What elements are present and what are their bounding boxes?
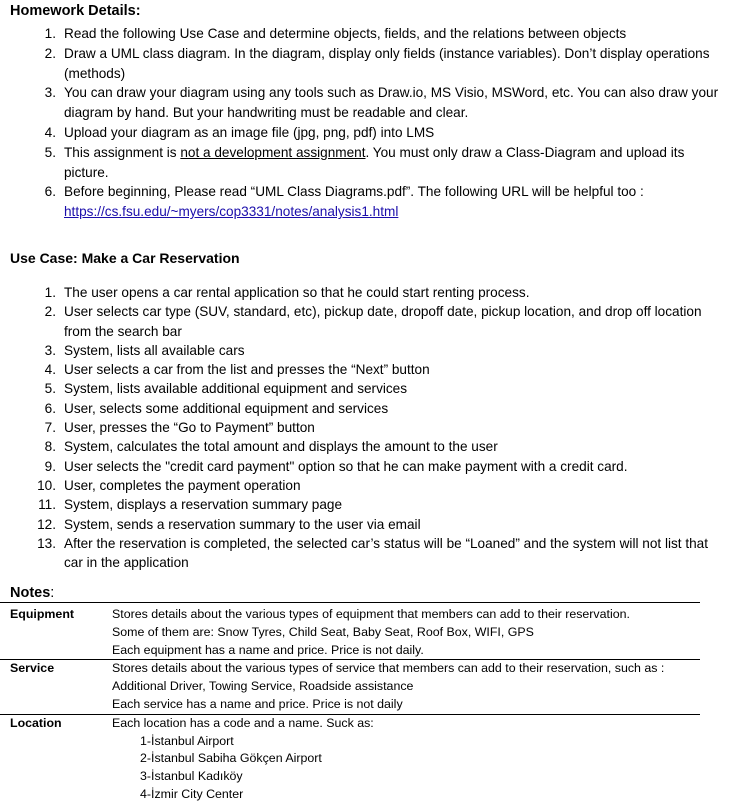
list-item: 10. User, completes the payment operation <box>37 477 301 493</box>
list-item: 3. You can draw your diagram using any tools such as Draw.io, MS Visio, MSWord, etc. You can also draw your diagram by hand. But your handwriting must be readable and clear. <box>44 85 719 121</box>
list-item: 1. Read the following Use Case and determine objects, fields, and the relations between objects <box>44 26 627 41</box>
list-item: 5. System, lists available additional equipment and services <box>44 381 408 397</box>
location-item: 2-İstanbul Sabiha Gökçen Airport <box>140 751 322 766</box>
list-item: 4. Upload your diagram as an image file (jpg, png, pdf) into LMS <box>44 124 435 140</box>
list-item: 11. System, displays a reservation summary page <box>38 497 343 513</box>
list-item: 4. User selects a car from the list and presses the “Next” button <box>44 362 430 378</box>
notes-value-location: Each location has a code and a name. Suck as: 1-İstanbul Airport 2-İstanbul Sabiha Gökçen Airport 3-İstanbul Kadıköy 4-İzmir City Center <box>112 714 700 803</box>
list-item: 7. User, presses the “Go to Payment” button <box>44 420 315 436</box>
uml-notes-link[interactable]: https://cs.fsu.edu/~myers/cop3331/notes/analysis1.html <box>64 204 399 220</box>
list-item: 2. Draw a UML class diagram. In the diagram, display only fields (instance variables). Don’t display operations (methods) <box>44 45 710 81</box>
notes-key-equipment: Equipment <box>10 607 75 621</box>
list-item: 13. After the reservation is completed, the selected car’s status will be “Loaned” and the system will not list that car in the application <box>37 535 709 571</box>
list-item: 12. System, sends a reservation summary to the user via email <box>37 516 421 532</box>
location-item: 1-İstanbul Airport <box>140 733 234 748</box>
homework-title: Homework Details: <box>10 3 141 19</box>
list-item: 1. The user opens a car rental application so that he could start renting process. <box>44 285 530 300</box>
list-item: 8. System, calculates the total amount and displays the amount to the user <box>44 439 498 455</box>
use-case-title: Use Case: Make a Car Reservation <box>10 250 240 266</box>
notes-table <box>0 602 700 804</box>
notes-key-service: Service <box>10 661 55 676</box>
homework-list <box>0 24 724 222</box>
list-item: 5. This assignment is not a development assignment. You must only draw a Class-Diagram and upload its picture. <box>44 144 685 180</box>
notes-value-equipment: Stores details about the various types of equipment that members can add to their reservation. Some of them are: Snow Tyres, Child Seat, Baby Seat, Roof Box, WIFI, GPS Each equipment has a name and price. Price is not daily. <box>112 607 630 657</box>
list-item: 3. System, lists all available cars <box>44 342 245 358</box>
notes-key-location: Location <box>10 715 62 730</box>
list-item: 6. User, selects some additional equipment and services <box>44 400 389 416</box>
table-row <box>0 714 700 803</box>
underlined-phrase: not a development assignment <box>180 144 366 160</box>
table-row <box>0 603 700 660</box>
list-item: 2. User selects car type (SUV, standard, etc), pickup date, dropoff date, pickup location, and drop off location from the search bar <box>44 304 702 339</box>
location-item: 3-İstanbul Kadıköy <box>140 769 243 784</box>
notes-title: Notes: <box>10 585 55 601</box>
use-case-steps <box>0 283 724 572</box>
location-item: 4-İzmir City Center <box>140 786 244 801</box>
list-item: 6. Before beginning, Please read “UML Class Diagrams.pdf”. The following URL will be helpful too : https://cs.fsu.edu/~myers/cop3331/notes/analysis1.html <box>44 184 644 220</box>
notes-value-service: Stores details about the various types of service that members can add to their reservation, such as : Additional Driver, Towing Service, Roadside assistance Each service has a name and price. Price is not daily <box>112 661 665 711</box>
list-item: 9. User selects the "credit card payment" option so that he can make payment with a credit card. <box>44 458 628 474</box>
table-row <box>0 660 700 714</box>
